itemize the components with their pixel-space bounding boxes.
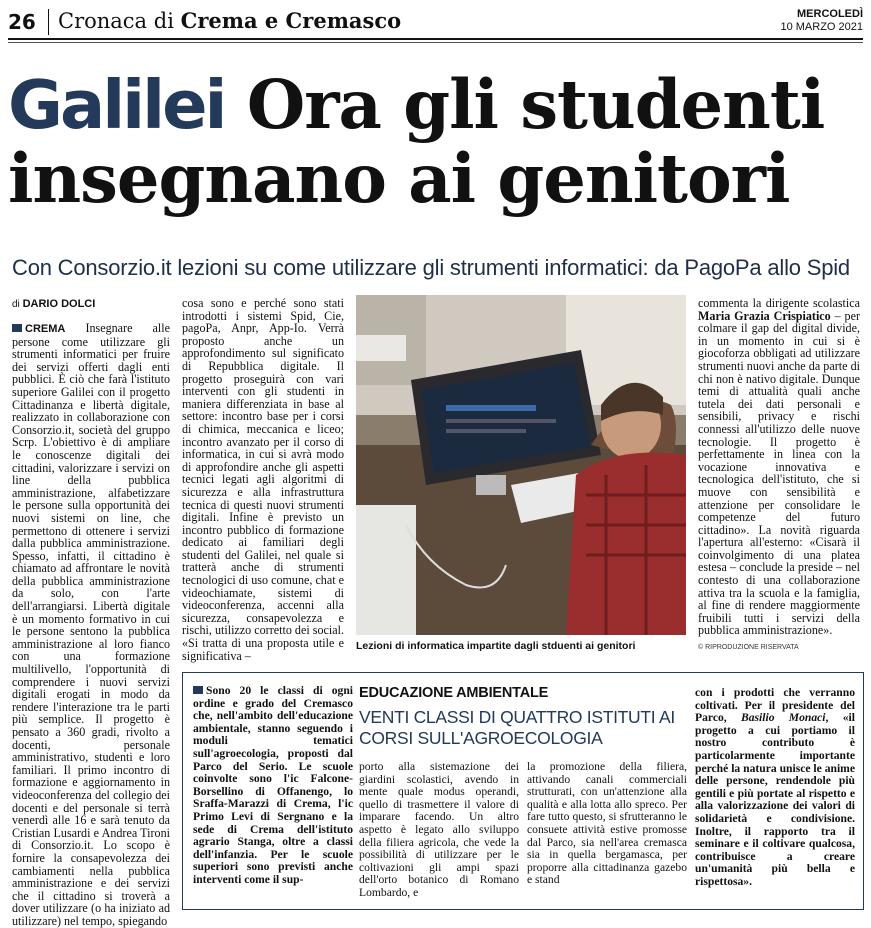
article-column-2 xyxy=(182,296,344,663)
sidebar-text-2: porto alla sistemazione dei giardini scolastici, avendo in mente quale modus operandi, quello di trasmettere il valore di imparare facendo. Un altro aspetto è legato allo sviluppo della filiera agricola, che vede la possibilità di utilizzare per le coltivazioni gli ampi spazi dell'orto botanico di Romano Lombardo, e xyxy=(359,760,519,899)
sidebar-column-1 xyxy=(193,685,353,907)
issue-date-text: 10 MARZO 2021 xyxy=(780,21,863,33)
headline xyxy=(8,65,868,218)
sidebar-title: VENTI CLASSI DI QUATTRO ISTITUTI AI CORSI SULL'AGROECOLOGIA xyxy=(359,707,675,748)
sidebar-column-3 xyxy=(527,761,687,907)
page-number: 26 xyxy=(8,10,36,34)
article-column-3 xyxy=(698,297,860,642)
photo-caption: Lezioni di informatica impartite dagli stduenti ai genitori xyxy=(356,640,636,652)
sidebar-text-4a: con i prodotti che verranno coltivati. Per il presidente del Parco, xyxy=(695,686,855,725)
section-name: Crema e Cremasco xyxy=(180,8,402,33)
subheadline: Con Consorzio.it lezioni su come utilizzare gli strumenti informatici: da PagoPa allo Spid xyxy=(12,255,850,280)
article-text-3a: commenta la dirigente scolastica xyxy=(698,296,860,310)
headline-line-1: Ora gli studenti xyxy=(246,65,825,144)
sidebar-text-1: Sono 20 le classi di ogni ordine e grado del Cremasco che, nell'ambito dell'educazione ambientale, stanno seguendo i moduli tematici sull'agroecologia, proposti dal Parco del Serio. Le scuole coinvolte sono l'ic Falcone-Borsellino di Offanengo, lo Sraffa-Marazzi di Crema, l'ic Primo Levi di Sergnano e la sede di Crema dell'istituto agrario Stanga, oltre a classi dell'infanzia. Per le scuole superiori sono previsti anche interventi come il sup- xyxy=(193,684,353,886)
issue-date xyxy=(780,8,863,34)
article-text-1: Insegnare alle persone come utilizzare gli strumenti informatici per fruire dei servizi offerti dagli enti pubblici. È ciò che farà l'istituto superiore Galilei con il progetto Cittadinanza e libertà digitale, realizzato in collaborazione con Consorzio.it, società del gruppo Scrp. L'obiettivo è di ampliare le conoscenze digitali dei cittadini, valorizzare i servizi on line della pubblica amministrazione, alfabetizzare le persone sulla opportunità dei nuovi sistemi on line, che permettono di ottenere i servizi dalla pubblica amministrazione. Spesso, infatti, il cittadino è chiamato ad affrontare le novità della pubblica amministrazione da solo, con l'arte dell'arrangiarsi. Libertà digitale è un momento formativo in cui le persone sentono la pubblica amministrazione al loro fianco con una formazione multilivello, l'opportunità di comprendere i nuovi servizi digitali erogati in modo da rendere l'interazione tra le parti più semplice. Il progetto è pensato a 360 gradi, rivolto a docenti, personale amministrativo, studenti e loro familiari. Il primo incontro di formazione e aggiornamento in videoconferenza del collegio dei docenti e del personale si terrà venerdì alle 16 e sarà tenuto da Cristian Lusardi e Andrea Tironi di Consorzio.it. Lo scopo è fornire la consapevolezza dei cambiamenti nella pubblica amministrazione e dei servizi che il cittadino si troverà a dover utilizzare (o ha iniziato ad utilizzare) nel tempo, spiegando xyxy=(12,321,170,928)
byline-prefix: di xyxy=(12,299,20,310)
sidebar-column-4 xyxy=(695,687,855,907)
sidebar-marker-icon xyxy=(193,686,203,694)
sidebar-text-4b: , «il progetto a cui portiamo il nostro contributo è particolarmente importante perché la natura unisce le anime delle persone, rendendole più gentili e più portate al rispetto e alla valorizzazione dei valori di solidarietà e condivisione. Inoltre, il rapporto tra il seminare e il coltivare qualcosa, contribuisce a creare un'umanità più bella e rispettosa». xyxy=(695,711,855,888)
headline-line-2: insegnano ai genitori xyxy=(8,139,790,218)
page-header xyxy=(8,6,863,40)
section-prefix: Cronaca di xyxy=(58,9,174,33)
sidebar-box xyxy=(182,672,864,910)
article-column-1 xyxy=(12,321,170,928)
dateline-place: CREMA xyxy=(25,323,66,335)
header-divider xyxy=(48,9,49,35)
article-text-2: cosa sono e perché sono stati introdotti i sistemi Spid, Cie, pagoPa, Anpr, App-Io. Verrà proposto anche un approfondimento sul significato di Repubblica digitale. Il progetto proseguirà con vari interventi con gli studenti in maniera differenziata in base al settore: incontro base per i corsi di chimica, meccanica e liceo; incontro avanzato per il corso di informatica, in cui si avrà modo di approfondire anche gli aspetti tecnici legati agli algoritmi di sicurezza e alla infrastruttura tecnica di questi nuovi strumenti digitali. Infine è previsto un incontro pubblico di formazione dedicato ai familiari degli studenti del Galilei, nel quale si tratterà anche di strumenti tecnologici di uso comune, chat e videochiamate, sistemi di videoconferenza, accenni alla sicurezza, consapevolezza e rischi, utilizzo corretto dei social. «Si tratta di una proposta utile e significativa – xyxy=(182,296,344,663)
photo-illustration xyxy=(356,295,686,635)
sidebar-text-3: la promozione della filiera, attivando canali commerciali strutturati, con un'attenzione alla qualità e alla lotta allo spreco. Per fare tutto questo, si sfrutteranno le consuete attività estive promosse dal Parco, sia nell'area cremasca sia in quella bergamasca, per proporre alla cittadinanza gazebo e stand xyxy=(527,760,687,887)
sidebar-person-name: Basilio Monaci xyxy=(740,711,826,725)
article-photo xyxy=(356,295,686,635)
sidebar-kicker: EDUCAZIONE AMBIENTALE xyxy=(359,685,549,701)
article-text-3b: – per colmare il gap del digital divide, in un momento in cui si è giocoforza obbligati ad utilizzare strumenti nuovi anche da parte di chi non è nativo digitale. Dunque temi di attualità quali anche tutela dei dati personali e sensibili, privacy e rischi connessi all'utilizzo delle nuove tecnologie. Il progetto è perfettamente in linea con la vocazione innovativa e tecnologica dell'istituto, che si muove con sensibilità e attenzione per consolidare le competenze del futuro cittadino». La novità riguarda l'apertura all'esterno: «Cisarà il coinvolgimento di una platea estesa – conclude la preside – nel contesto di una collaborazione attiva tra la scuola e la famiglia, al fine di rendere maggiormente fruibili tutti i servizi della pubblica amministrazione». xyxy=(698,308,860,638)
copyright-notice: © RIPRODUZIONE RISERVATA xyxy=(698,644,799,651)
byline xyxy=(12,298,95,310)
author-name: DARIO DOLCI xyxy=(22,298,96,310)
quoted-person-name: Maria Grazia Crispiatico xyxy=(698,308,831,323)
section-title xyxy=(58,8,401,33)
section-marker-icon xyxy=(12,324,22,332)
headline-kicker: Galilei xyxy=(8,66,225,144)
header-rule xyxy=(8,42,863,43)
sidebar-column-2 xyxy=(359,761,519,907)
issue-day: MERCOLEDÌ xyxy=(797,8,863,20)
